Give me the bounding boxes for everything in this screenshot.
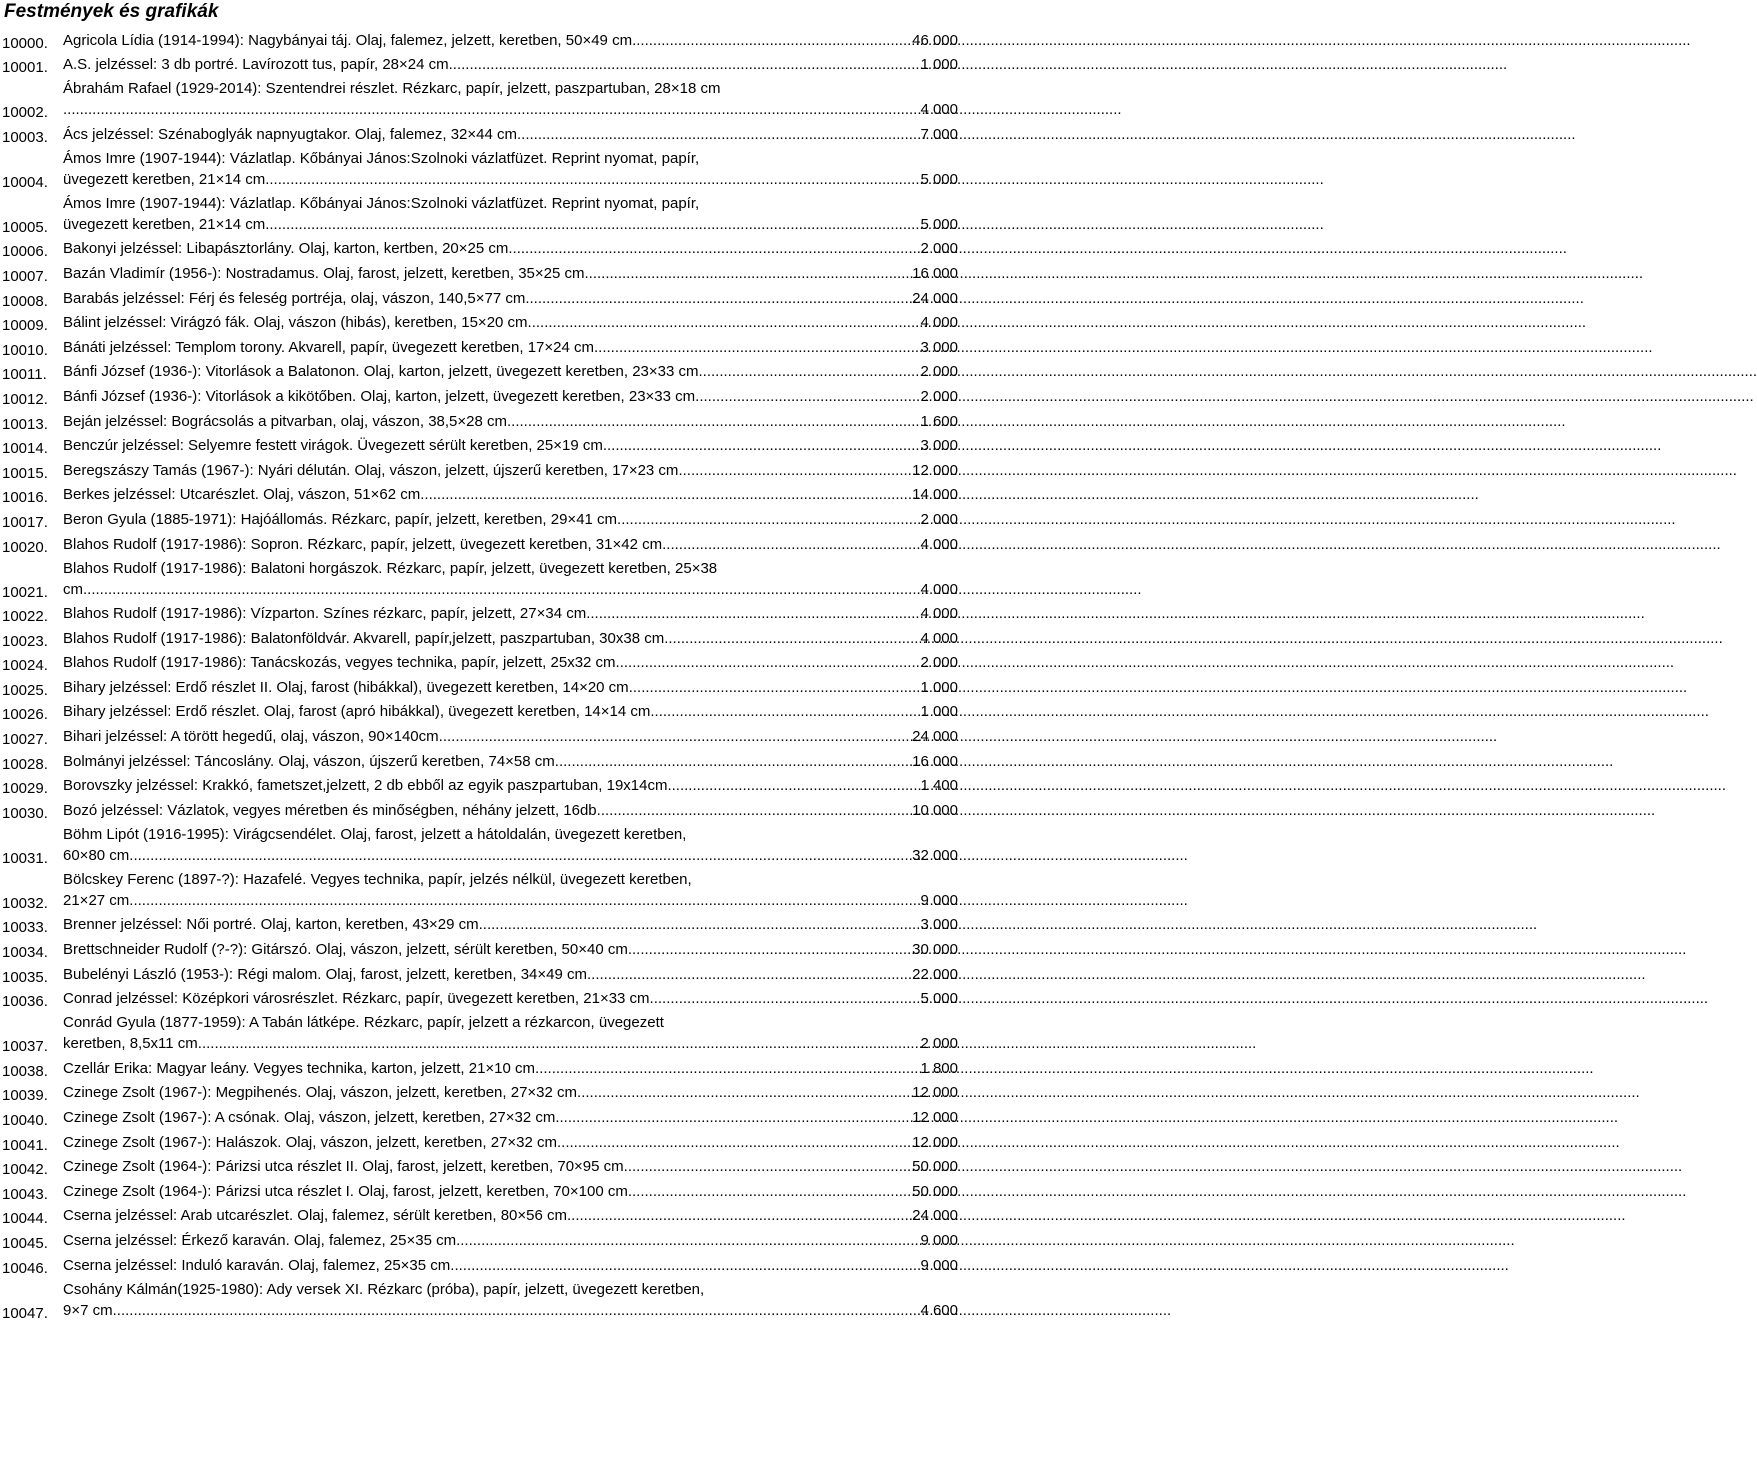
- catalog-entry: [0, 557, 960, 602]
- lot-description-first-line: Blahos Rudolf (1917-1986): Balatoni horgászok. Rézkarc, papír, jelzett, üvegezett keretben, 25×38: [63, 559, 718, 577]
- lot-price: 9 000: [920, 1256, 958, 1274]
- lot-description: [63, 800, 958, 821]
- lot-number: 10013.: [2, 415, 48, 433]
- lot-description-text: Bozó jelzéssel: Vázlatok, vegyes méretben és minőségben, néhány jelzett, 16db: [63, 801, 597, 819]
- lot-description: [63, 534, 958, 555]
- lot-number: 10034.: [2, 944, 48, 962]
- lot-number: 10024.: [2, 657, 48, 675]
- catalog-entry: [0, 409, 960, 434]
- lot-number: 10043.: [2, 1185, 48, 1203]
- catalog-entry: [0, 532, 960, 557]
- catalog-entry: [0, 507, 960, 532]
- lot-description-text: Blahos Rudolf (1917-1986): Vízparton. Színes rézkarc, papír, jelzett, 27×34 cm: [63, 605, 587, 623]
- lot-number: 10027.: [2, 731, 48, 749]
- catalog-entry: [0, 1253, 960, 1278]
- lot-description: [63, 677, 958, 698]
- catalog-entry: [0, 1130, 960, 1155]
- dot-leader: [535, 1058, 919, 1079]
- lot-description-text: Blahos Rudolf (1917-1986): Tanácskozás, vegyes technika, papír, jelzett, 25x32 cm: [63, 654, 616, 672]
- lot-price: 1 600: [920, 412, 958, 430]
- dot-leader: [508, 238, 919, 259]
- lot-price: 4 000: [920, 580, 958, 598]
- catalog-entry: [0, 28, 960, 53]
- lot-description: [63, 1279, 958, 1321]
- lot-price: 3 000: [920, 916, 958, 934]
- lot-description-first-line: Bölcskey Ferenc (1897-?): Hazafelé. Vegyes technika, papír, jelzés nélkül, üvegezett keretben,: [63, 870, 692, 888]
- lot-description-text: Bubelényi László (1953-): Régi malom. Olaj, farost, jelzett, keretben, 34×49 cm: [63, 965, 588, 983]
- dot-leader: [603, 435, 920, 456]
- dot-leader: [695, 386, 919, 407]
- lot-description: [63, 124, 958, 145]
- lot-description: [63, 1012, 958, 1054]
- catalog-entry: [0, 261, 960, 286]
- lot-description: [63, 1082, 958, 1103]
- dot-leader: [265, 214, 919, 235]
- lot-number: 10036.: [2, 993, 48, 1011]
- lot-price: 12 000: [912, 1133, 958, 1151]
- dot-leader: [587, 964, 911, 985]
- catalog-entry: [0, 384, 960, 409]
- lot-description-text: Bálint jelzéssel: Virágzó fák. Olaj, vászon (hibás), keretben, 15×20 cm: [63, 314, 528, 332]
- lot-price: 16 000: [912, 264, 958, 282]
- dot-leader: [517, 124, 919, 145]
- lot-description-text: Bánfi József (1936-): Vitorlások a kikötőben. Olaj, karton, jelzett, üvegezett keretben, 23×33 cm: [63, 387, 696, 405]
- lot-price: 4 000: [920, 101, 958, 119]
- lot-description: [63, 1205, 958, 1226]
- dot-leader: [650, 701, 919, 722]
- catalog-entry: [0, 823, 960, 868]
- lot-description-text: Bihari jelzéssel: A törött hegedű, olaj, vászon, 90×140cm: [63, 728, 439, 746]
- lot-description-text: Bánáti jelzéssel: Templom torony. Akvarell, papír, üvegezett keretben, 17×24 cm: [63, 338, 594, 356]
- lot-description-text: Barabás jelzéssel: Férj és feleség portréja, olaj, vászon, 140,5×77 cm: [63, 289, 526, 307]
- lot-description-first-line: Ámos Imre (1907-1944): Vázlatlap. Kőbányai János:Szolnoki vázlatfüzet. Reprint nyomat, papír,: [63, 194, 700, 212]
- lot-price: 1 400: [920, 777, 958, 795]
- lot-description: [63, 988, 958, 1009]
- lot-description-text: Ács jelzéssel: Szénaboglyák napnyugtakor. Olaj, falemez, 32×44 cm: [63, 125, 517, 143]
- lot-description: [63, 435, 958, 456]
- lot-description-text: Cserna jelzéssel: Érkező karaván. Olaj, falemez, 25×35 cm: [63, 1231, 457, 1249]
- lot-price: 12 000: [912, 461, 958, 479]
- lot-number: 10039.: [2, 1087, 48, 1105]
- dot-leader: [198, 1033, 920, 1054]
- lot-description: [63, 558, 958, 600]
- catalog-entry: [0, 868, 960, 913]
- lot-number: 10010.: [2, 341, 48, 359]
- lot-number: 10045.: [2, 1234, 48, 1252]
- dot-leader: [561, 1132, 911, 1153]
- lot-description: [63, 148, 958, 190]
- lot-price: 12 000: [912, 1109, 958, 1126]
- lot-price: 4 000: [920, 314, 958, 332]
- catalog-entry: [0, 458, 960, 483]
- lot-description-first-line: Ámos Imre (1907-1944): Vázlatlap. Kőbányai János:Szolnoki vázlatfüzet. Reprint nyomat, papír,: [63, 149, 700, 167]
- lot-description: [63, 1255, 958, 1276]
- lot-description-text: Czinege Zsolt (1967-): Halászok. Olaj, vászon, jelzett, keretben, 27×32 cm.: [63, 1133, 562, 1151]
- lot-description: [63, 238, 958, 259]
- catalog-entry: [0, 237, 960, 262]
- lot-price: 7 000: [920, 125, 958, 143]
- dot-leader: [528, 312, 920, 333]
- lot-description: [63, 914, 958, 935]
- lot-number: 10002.: [2, 104, 48, 122]
- catalog-entry: [0, 286, 960, 311]
- page-title: Festmények és grafikák: [4, 1, 219, 22]
- dot-leader: [129, 845, 911, 866]
- lot-price: 24 000: [912, 728, 958, 746]
- lot-number: 10033.: [2, 919, 48, 937]
- lot-description-text: üvegezett keretben, 21×14 cm: [63, 215, 266, 233]
- lot-description-text: Czinege Zsolt (1964-): Párizsi utca részlet II. Olaj, farost, jelzett, keretben, 70×95 cm: [63, 1158, 624, 1176]
- lot-price: 22 000: [912, 965, 958, 983]
- lot-description-text: 60×80 cm: [63, 846, 130, 864]
- dot-leader: [479, 914, 920, 935]
- dot-leader: [449, 54, 920, 75]
- lot-price: 1 000: [920, 703, 958, 721]
- lot-number: 10011.: [2, 366, 47, 384]
- catalog-entry: [0, 1056, 960, 1081]
- lot-description: [63, 1181, 958, 1202]
- dot-leader: [650, 988, 920, 1009]
- lot-description-first-line: Böhm Lipót (1916-1995): Virágcsendélet. Olaj, farost, jelzett a hátoldalán, üvegezett keretben,: [63, 825, 687, 843]
- lot-number: 10008.: [2, 292, 48, 310]
- lot-number: 10020.: [2, 538, 48, 556]
- catalog-entry: [0, 1081, 960, 1106]
- lot-number: 10038.: [2, 1062, 48, 1080]
- lot-number: 10016.: [2, 489, 48, 507]
- dot-leader: [628, 1181, 911, 1202]
- lot-description: [63, 78, 958, 120]
- lot-description: [63, 1058, 958, 1079]
- lot-number: 10047.: [2, 1304, 48, 1322]
- dot-leader: [555, 751, 911, 772]
- lot-description-text: cm: [63, 580, 83, 598]
- dot-leader: [699, 361, 920, 382]
- dot-leader: [597, 800, 911, 821]
- lot-price: 9 000: [920, 1231, 958, 1249]
- catalog-entry: [0, 1105, 960, 1130]
- catalog-entry: [0, 724, 960, 749]
- lot-description-first-line: Csohány Kálmán(1925-1980): Ady versek XI. Rézkarc (próba), papír, jelzett, üvegezett keretben,: [63, 1280, 705, 1298]
- lot-description: [63, 312, 958, 333]
- catalog-entry: [0, 913, 960, 938]
- catalog-entry: [0, 700, 960, 725]
- lot-number: 10009.: [2, 317, 48, 335]
- lot-number: 10005.: [2, 218, 48, 236]
- catalog-entry: [0, 122, 960, 147]
- lot-price: 4 600: [920, 1301, 958, 1319]
- lot-description-text: keretben, 8,5x11 cm: [63, 1035, 198, 1053]
- dot-leader: [450, 1255, 919, 1276]
- lot-number: 10031.: [2, 849, 48, 867]
- lot-description-text: Bazán Vladimír (1956-): Nostradamus. Olaj, farost, jelzett, keretben, 35×25 cm: [63, 264, 585, 282]
- lot-number: 10006.: [2, 243, 48, 261]
- lot-number: 10046.: [2, 1259, 48, 1277]
- lot-description: [63, 726, 958, 747]
- lot-description-text: Borovszky jelzéssel: Krakkó, fametszet,jelzett, 2 db ebből az egyik paszpartuban, 19x14cm: [63, 777, 668, 795]
- lot-description: [63, 1132, 958, 1153]
- lot-price: 2 000: [920, 240, 958, 258]
- lot-number: 10035.: [2, 968, 48, 986]
- catalog-entry: [0, 749, 960, 774]
- lot-description-text: Cserna jelzéssel: Arab utcarészlet. Olaj, falemez, sérült keretben, 80×56 cm: [63, 1207, 567, 1225]
- dot-leader: [594, 337, 919, 358]
- dot-leader: [113, 1300, 920, 1321]
- lot-description: [63, 193, 958, 235]
- lot-price: 9 000: [920, 891, 958, 909]
- lot-description: [63, 484, 958, 505]
- lot-number: 10000.: [2, 34, 48, 52]
- catalog-entry: [0, 937, 960, 962]
- dot-leader: [632, 30, 911, 51]
- lot-price: 30 000: [912, 941, 958, 959]
- dot-leader: [617, 509, 919, 530]
- lot-price: 2 000: [920, 387, 958, 405]
- lot-price: 5 000: [920, 170, 958, 188]
- lot-price: 4 000: [920, 629, 958, 647]
- lot-description-text: Bolmányi jelzéssel: Táncoslány. Olaj, vászon, újszerű keretben, 74×58 cm: [63, 752, 555, 770]
- lot-description: [63, 288, 958, 309]
- lot-price: 2 000: [920, 1035, 958, 1053]
- lot-price: 2 000: [920, 363, 958, 381]
- lot-description-text: üvegezett keretben, 21×14 cm: [63, 170, 266, 188]
- lot-description-text: Bakonyi jelzéssel: Libapásztorlány. Olaj, karton, kertben, 20×25 cm: [63, 240, 509, 258]
- catalog-entry: [0, 675, 960, 700]
- dot-leader: [678, 460, 911, 481]
- lot-price: 24 000: [912, 289, 958, 307]
- lot-price: 50 000: [912, 1182, 958, 1200]
- catalog-entry: [0, 360, 960, 385]
- lot-description-text: Czinege Zsolt (1967-): A csónak. Olaj, vászon, jelzett, keretben, 27×32 cm.: [63, 1109, 560, 1126]
- lot-number: 10023.: [2, 632, 48, 650]
- lot-description: [63, 939, 958, 960]
- dot-leader: [63, 99, 919, 120]
- catalog-entry: [0, 1155, 960, 1180]
- lot-number: 10025.: [2, 681, 48, 699]
- lot-number: 10030.: [2, 804, 48, 822]
- dot-leader: [129, 890, 919, 911]
- lot-price: 1 000: [920, 56, 958, 74]
- dot-leader: [567, 1205, 911, 1226]
- lot-number: 10004.: [2, 173, 48, 191]
- lot-price: 46 000: [912, 31, 958, 49]
- catalog-entry: [0, 434, 960, 459]
- lot-price: 3 000: [920, 437, 958, 455]
- lot-price: 2 000: [920, 654, 958, 672]
- dot-leader: [664, 628, 919, 649]
- lot-number: 10001.: [2, 59, 48, 77]
- lot-description-text: Bihary jelzéssel: Erdő részlet II. Olaj, farost (hibákkal), üvegezett keretben, 14×20 cm: [63, 678, 629, 696]
- lot-description-first-line: Conrád Gyula (1877-1959): A Tabán látképe. Rézkarc, papír, jelzett a rézkarcon, üvegezett: [63, 1014, 664, 1032]
- catalog-entry: [0, 311, 960, 336]
- dot-leader: [586, 603, 919, 624]
- lot-description: [63, 701, 958, 722]
- lot-description-text: Conrad jelzéssel: Középkori városrészlet. Rézkarc, papír, üvegezett keretben, 21×33 cm: [63, 990, 650, 1008]
- lot-description-text: Beron Gyula (1885-1971): Hajóállomás. Rézkarc, papír, jelzett, keretben, 29×41 cm: [63, 510, 618, 528]
- dot-leader: [560, 1107, 912, 1128]
- dot-leader: [616, 652, 920, 673]
- lot-description: [63, 509, 958, 530]
- dot-leader: [662, 534, 919, 555]
- lot-price: 1 000: [920, 678, 958, 696]
- catalog-entry: [0, 602, 960, 627]
- lot-description: [63, 263, 958, 284]
- lot-description: [63, 775, 958, 796]
- lot-number: 10026.: [2, 706, 48, 724]
- dot-leader: [624, 1156, 911, 1177]
- dot-leader: [629, 677, 920, 698]
- lot-description: [63, 361, 958, 382]
- lot-number: 10032.: [2, 894, 48, 912]
- lot-number: 10041.: [2, 1136, 48, 1154]
- lot-description-text: Czinege Zsolt (1964-): Párizsi utca részlet I. Olaj, farost, jelzett, keretben, 70×100 cm: [63, 1182, 628, 1200]
- lot-price: 10 000: [912, 801, 958, 819]
- lot-price: 2 000: [920, 510, 958, 528]
- catalog-entry: [0, 1204, 960, 1229]
- catalog-entry: [0, 626, 960, 651]
- catalog-entry: [0, 1278, 960, 1323]
- lot-description: [63, 54, 958, 75]
- lot-description: [63, 824, 958, 866]
- lot-description: [63, 411, 958, 432]
- lot-description: [63, 460, 958, 481]
- lot-description: [63, 869, 958, 911]
- lot-number: 10014.: [2, 440, 48, 458]
- lot-description-text: Beregszászy Tamás (1967-): Nyári délután. Olaj, vászon, jelzett, újszerű keretben, 17×23 cm: [63, 461, 679, 479]
- lot-price: 24 000: [912, 1207, 958, 1225]
- lot-description-text: Berkes jelzéssel: Utcarészlet. Olaj, vászon, 51×62 cm: [63, 486, 421, 504]
- catalog-entry: [0, 77, 960, 122]
- lot-price: 14 000: [912, 486, 958, 504]
- dot-leader: [581, 1082, 911, 1103]
- lot-description: [63, 628, 958, 649]
- catalog-entry: [0, 192, 960, 237]
- catalog-entry: [0, 147, 960, 192]
- lot-description-text: Czellár Erika: Magyar leány. Vegyes technika, karton, jelzett, 21×10 cm: [63, 1059, 536, 1077]
- catalog-entry: [0, 1011, 960, 1056]
- catalog-entry: [0, 1228, 960, 1253]
- lot-number: 10028.: [2, 755, 48, 773]
- lot-description: [63, 603, 958, 624]
- lot-price: 3 000: [920, 338, 958, 356]
- lot-description-first-line: Ábrahám Rafael (1929-2014): Szentendrei részlet. Rézkarc, papír, jelzett, paszpartuban, 28×18 cm: [63, 80, 721, 98]
- catalog-entry: [0, 798, 960, 823]
- dot-leader: [525, 288, 911, 309]
- lot-number: 10017.: [2, 513, 48, 531]
- lot-description-text: Cserna jelzéssel: Induló karaván. Olaj, falemez, 25×35 cm: [63, 1256, 451, 1274]
- lot-description-text: Blahos Rudolf (1917-1986): Balatonföldvár. Akvarell, papír,jelzett, paszpartuban, 30x38 cm: [63, 629, 665, 647]
- dot-leader: [507, 411, 919, 432]
- lot-description-text: Beján jelzéssel: Bográcsolás a pitvarban, olaj, vászon, 38,5×28 cm: [63, 412, 508, 430]
- dot-leader: [265, 169, 919, 190]
- lot-number: 10021.: [2, 583, 48, 601]
- lot-description: [63, 386, 958, 407]
- dot-leader: [420, 484, 911, 505]
- dot-leader: [456, 1230, 919, 1251]
- lot-description-text: Czinege Zsolt (1967-): Megpihenés. Olaj, vászon, jelzett, keretben, 27×32 cm.: [63, 1084, 582, 1102]
- lot-price: 5 000: [920, 990, 958, 1008]
- catalog-entry: [0, 1179, 960, 1204]
- catalog-entry: [0, 483, 960, 508]
- lot-price: 5 000: [920, 215, 958, 233]
- lot-description-text: Blahos Rudolf (1917-1986): Sopron. Rézkarc, papír, jelzett, üvegezett keretben, 31×42 cm: [63, 535, 663, 553]
- lot-description: [63, 964, 958, 985]
- lot-number: 10022.: [2, 608, 48, 626]
- lot-price: 12 000: [912, 1084, 958, 1102]
- lot-number: 10040.: [2, 1112, 48, 1129]
- lot-number: 10012.: [2, 390, 48, 408]
- lot-description: [63, 1107, 958, 1128]
- lot-number: 10037.: [2, 1038, 48, 1056]
- lot-description: [63, 1156, 958, 1177]
- lot-description-text: 21×27 cm: [63, 891, 130, 909]
- lot-description: [63, 337, 958, 358]
- catalog-entry: [0, 53, 960, 78]
- lot-number: 10015.: [2, 464, 48, 482]
- lot-price: 50 000: [912, 1158, 958, 1176]
- lot-price: 16 000: [912, 752, 958, 770]
- dot-leader: [628, 939, 911, 960]
- lot-description-text: A.S. jelzéssel: 3 db portré. Lavírozott tus, papír, 28×24 cm: [63, 56, 449, 74]
- lot-number: 10044.: [2, 1210, 48, 1228]
- catalog-entry: [0, 335, 960, 360]
- lot-description: [63, 751, 958, 772]
- lot-number: 10003.: [2, 128, 48, 146]
- catalog-entry: [0, 651, 960, 676]
- dot-leader: [584, 263, 911, 284]
- lot-description-text: Agricola Lídia (1914-1994): Nagybányai táj. Olaj, falemez, jelzett, keretben, 50×49 cm: [63, 31, 633, 49]
- catalog-entry: [0, 774, 960, 799]
- lot-description-text: Benczúr jelzéssel: Selyemre festett virágok. Üvegezett sérült keretben, 25×19 cm: [63, 437, 603, 455]
- lot-description-text: Brettschneider Rudolf (?-?): Gitárszó. Olaj, vászon, jelzett, sérült keretben, 50×40 cm: [63, 941, 628, 959]
- lot-description-text: 9×7 cm: [63, 1301, 113, 1319]
- lot-number: 10029.: [2, 780, 48, 798]
- catalog-entry: [0, 962, 960, 987]
- catalog-entry: [0, 987, 960, 1012]
- catalog-list: [0, 28, 960, 1323]
- lot-price: 32 000: [912, 846, 958, 864]
- lot-description: [63, 1230, 958, 1251]
- lot-description-text: Bánfi József (1936-): Vitorlások a Balatonon. Olaj, karton, jelzett, üvegezett keretben, 23×33 cm: [63, 363, 699, 381]
- lot-price: 1 800: [920, 1059, 958, 1077]
- dot-leader: [439, 726, 911, 747]
- lot-number: 10007.: [2, 267, 48, 285]
- lot-description: [63, 30, 958, 51]
- lot-number: 10042.: [2, 1161, 48, 1179]
- lot-description-text: Bihary jelzéssel: Erdő részlet. Olaj, farost (apró hibákkal), üvegezett keretben, 14×14 cm: [63, 703, 651, 721]
- lot-price: 4 000: [920, 535, 958, 553]
- lot-price: 4 000: [920, 605, 958, 623]
- dot-leader: [667, 775, 919, 796]
- lot-description-text: Brenner jelzéssel: Női portré. Olaj, karton, keretben, 43×29 cm: [63, 916, 479, 934]
- dot-leader: [83, 579, 919, 600]
- lot-description: [63, 652, 958, 673]
